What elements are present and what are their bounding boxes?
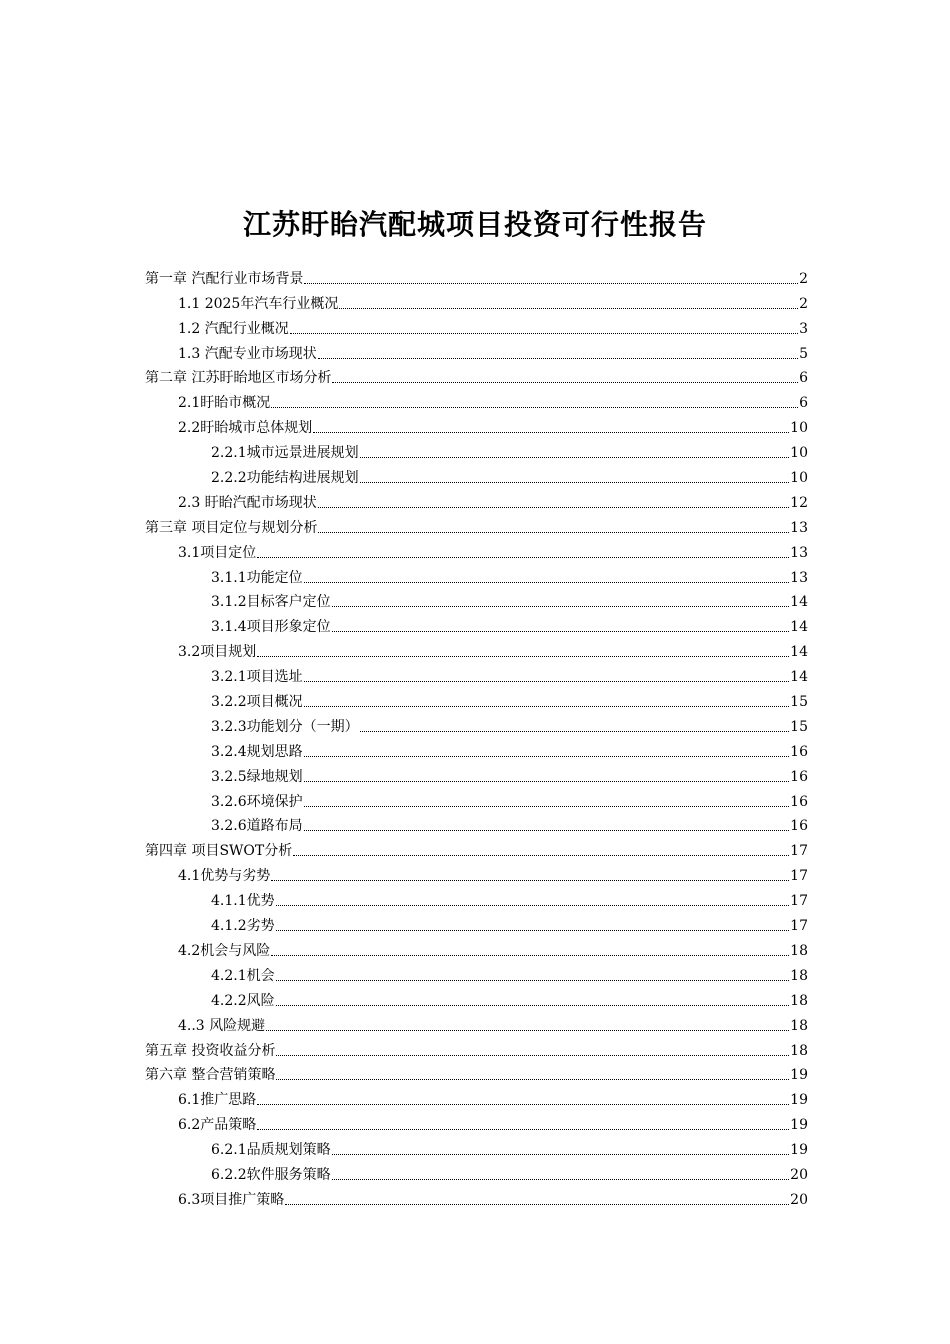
toc-entry-title: 3.2.5绿地规划 <box>211 768 303 785</box>
toc-entry[interactable] <box>145 711 808 736</box>
toc-entry[interactable] <box>145 1035 808 1060</box>
toc-dot-leader <box>304 681 790 682</box>
toc-entry-title: 3.1.4项目形象定位 <box>211 619 331 636</box>
toc-page-number: 16 <box>790 768 808 785</box>
toc-entry[interactable] <box>145 661 808 686</box>
toc-page-number: 16 <box>790 793 808 810</box>
toc-entry-title: 2.2.2功能结构进展规划 <box>211 470 359 487</box>
toc-page-number: 14 <box>790 644 808 661</box>
toc-dot-leader <box>304 781 790 782</box>
toc-entry-title: 1.2 汽配行业概况 <box>178 320 289 337</box>
toc-entry-title: 3.1.1功能定位 <box>211 569 303 586</box>
toc-entry-title: 4.2.1机会 <box>211 967 275 984</box>
toc-dot-leader <box>257 656 789 657</box>
toc-page-number: 10 <box>790 420 808 437</box>
toc-entry[interactable] <box>145 985 808 1010</box>
toc-entry[interactable] <box>145 338 808 363</box>
toc-dot-leader <box>257 1104 789 1105</box>
toc-dot-leader <box>257 1129 789 1130</box>
toc-entry[interactable] <box>145 811 808 836</box>
toc-entry[interactable] <box>145 412 808 437</box>
toc-dot-leader <box>304 706 790 707</box>
toc-entry[interactable] <box>145 686 808 711</box>
toc-entry[interactable] <box>145 860 808 885</box>
toc-dot-leader <box>318 532 789 533</box>
toc-entry[interactable] <box>145 636 808 661</box>
toc-page-number: 18 <box>790 942 808 959</box>
toc-entry[interactable] <box>145 263 808 288</box>
toc-entry[interactable] <box>145 761 808 786</box>
toc-dot-leader <box>304 283 798 284</box>
toc-entry-title: 3.2项目规划 <box>178 644 257 661</box>
toc-page-number: 10 <box>790 445 808 462</box>
toc-dot-leader <box>332 382 798 383</box>
toc-page-number: 15 <box>790 694 808 711</box>
toc-entry-title: 6.2.2软件服务策略 <box>211 1166 331 1183</box>
toc-page-number: 14 <box>790 594 808 611</box>
toc-page-number: 20 <box>790 1191 808 1208</box>
toc-dot-leader <box>313 432 789 433</box>
toc-page-number: 19 <box>790 1142 808 1159</box>
toc-dot-leader <box>276 905 790 906</box>
toc-entry[interactable] <box>145 313 808 338</box>
toc-page-number: 19 <box>790 1117 808 1134</box>
toc-dot-leader <box>271 880 789 881</box>
toc-entry[interactable] <box>145 363 808 388</box>
toc-page-number: 17 <box>790 868 808 885</box>
toc-entry-title: 2.1盱眙市概况 <box>178 395 271 412</box>
toc-page-number: 15 <box>790 718 808 735</box>
toc-entry[interactable] <box>145 935 808 960</box>
toc-entry[interactable] <box>145 1134 808 1159</box>
toc-entry-title: 4.2.2风险 <box>211 992 275 1009</box>
toc-dot-leader <box>285 1204 789 1205</box>
toc-entry-title: 4..3 风险规避 <box>178 1017 266 1034</box>
toc-dot-leader <box>276 930 790 931</box>
toc-page-number: 18 <box>790 967 808 984</box>
toc-entry-title: 第一章 汽配行业市场背景 <box>145 270 304 287</box>
toc-dot-leader <box>293 855 789 856</box>
toc-entry-title: 6.1推广思路 <box>178 1092 257 1109</box>
toc-dot-leader <box>266 1030 789 1031</box>
toc-page-number: 13 <box>790 569 808 586</box>
toc-entry-title: 3.2.3功能划分（一期） <box>211 718 359 735</box>
toc-dot-leader <box>304 582 790 583</box>
toc-entry-title: 6.2产品策略 <box>178 1117 257 1134</box>
toc-page-number: 6 <box>799 395 808 412</box>
toc-entry-title: 1.1 2025年汽车行业概况 <box>178 295 339 312</box>
toc-page-number: 20 <box>790 1166 808 1183</box>
toc-dot-leader <box>304 756 790 757</box>
toc-entry-title: 4.2机会与风险 <box>178 942 271 959</box>
toc-page-number: 19 <box>790 1067 808 1084</box>
toc-page-number: 13 <box>790 544 808 561</box>
toc-page-number: 14 <box>790 619 808 636</box>
toc-page-number: 19 <box>790 1092 808 1109</box>
toc-entry[interactable] <box>145 587 808 612</box>
toc-dot-leader <box>290 333 798 334</box>
toc-dot-leader <box>360 457 790 458</box>
toc-dot-leader <box>318 358 798 359</box>
toc-dot-leader <box>276 1005 790 1006</box>
toc-page-number: 18 <box>790 992 808 1009</box>
toc-dot-leader <box>257 557 789 558</box>
toc-page-number: 12 <box>790 494 808 511</box>
toc-entry[interactable] <box>145 437 808 462</box>
toc-entry-title: 1.3 汽配专业市场现状 <box>178 345 317 362</box>
toc-page-number: 3 <box>799 320 808 337</box>
toc-page-number: 2 <box>799 270 808 287</box>
toc-entry-title: 4.1.2劣势 <box>211 918 275 935</box>
toc-entry[interactable] <box>145 885 808 910</box>
toc-entry[interactable] <box>145 1109 808 1134</box>
toc-entry-title: 第六章 整合营销策略 <box>145 1067 276 1084</box>
toc-entry-title: 3.2.6环境保护 <box>211 793 303 810</box>
toc-page-number: 13 <box>790 519 808 536</box>
toc-entry[interactable] <box>145 611 808 636</box>
document-title: 江苏盱眙汽配城项目投资可行性报告 <box>242 208 707 241</box>
toc-dot-leader <box>332 1179 790 1180</box>
toc-entry-title: 第五章 投资收益分析 <box>145 1042 276 1059</box>
toc-entry[interactable] <box>145 960 808 985</box>
toc-dot-leader <box>304 806 790 807</box>
toc-page-number: 2 <box>799 295 808 312</box>
toc-entry[interactable] <box>145 462 808 487</box>
toc-page-number: 16 <box>790 743 808 760</box>
toc-dot-leader <box>332 631 790 632</box>
toc-entry[interactable] <box>145 1084 808 1109</box>
toc-dot-leader <box>276 980 790 981</box>
toc-entry-title: 3.2.1项目选址 <box>211 669 303 686</box>
toc-page-number: 17 <box>790 918 808 935</box>
toc-dot-leader <box>276 1055 789 1056</box>
toc-page-number: 18 <box>790 1042 808 1059</box>
toc-entry[interactable] <box>145 786 808 811</box>
toc-entry-title: 6.3项目推广策略 <box>178 1191 285 1208</box>
toc-entry[interactable] <box>145 1159 808 1184</box>
toc-entry-title: 第四章 项目SWOT分析 <box>145 843 293 860</box>
toc-dot-leader <box>332 1154 790 1155</box>
toc-entry[interactable] <box>145 1184 808 1209</box>
toc-page-number: 10 <box>790 470 808 487</box>
toc-dot-leader <box>304 830 790 831</box>
toc-entry-title: 2.2盱眙城市总体规划 <box>178 420 313 437</box>
toc-page-number: 18 <box>790 1017 808 1034</box>
toc-entry[interactable] <box>145 537 808 562</box>
toc-dot-leader <box>271 955 789 956</box>
toc-entry-title: 3.2.4规划思路 <box>211 743 303 760</box>
toc-entry[interactable] <box>145 562 808 587</box>
toc-entry-title: 第三章 项目定位与规划分析 <box>145 519 318 536</box>
toc-dot-leader <box>332 606 790 607</box>
toc-dot-leader <box>271 407 798 408</box>
toc-page-number: 17 <box>790 893 808 910</box>
toc-entry[interactable] <box>145 1010 808 1035</box>
toc-dot-leader <box>360 731 790 732</box>
toc-entry[interactable] <box>145 487 808 512</box>
toc-page-number: 6 <box>799 370 808 387</box>
toc-entry[interactable] <box>145 1060 808 1085</box>
toc-entry-title: 3.1项目定位 <box>178 544 257 561</box>
toc-entry[interactable] <box>145 512 808 537</box>
toc-entry[interactable] <box>145 736 808 761</box>
toc-dot-leader <box>339 308 798 309</box>
toc-dot-leader <box>318 507 789 508</box>
toc-dot-leader <box>360 482 790 483</box>
toc-entry-title: 3.2.2项目概况 <box>211 694 303 711</box>
toc-entry-title: 3.2.6道路布局 <box>211 818 303 835</box>
toc-entry-title: 3.1.2目标客户定位 <box>211 594 331 611</box>
toc-entry-title: 第二章 江苏盱眙地区市场分析 <box>145 370 332 387</box>
toc-entry[interactable] <box>145 288 808 313</box>
toc-entry[interactable] <box>145 387 808 412</box>
toc-entry-title: 4.1优势与劣势 <box>178 868 271 885</box>
toc-entry-title: 2.3 盱眙汽配市场现状 <box>178 494 317 511</box>
toc-page-number: 5 <box>799 345 808 362</box>
table-of-contents <box>145 263 808 1209</box>
toc-page-number: 14 <box>790 669 808 686</box>
toc-entry[interactable] <box>145 910 808 935</box>
toc-entry-title: 4.1.1优势 <box>211 893 275 910</box>
toc-entry-title: 2.2.1城市远景进展规划 <box>211 445 359 462</box>
toc-dot-leader <box>276 1079 789 1080</box>
toc-page-number: 17 <box>790 843 808 860</box>
toc-page-number: 16 <box>790 818 808 835</box>
toc-entry-title: 6.2.1品质规划策略 <box>211 1142 331 1159</box>
toc-entry[interactable] <box>145 835 808 860</box>
